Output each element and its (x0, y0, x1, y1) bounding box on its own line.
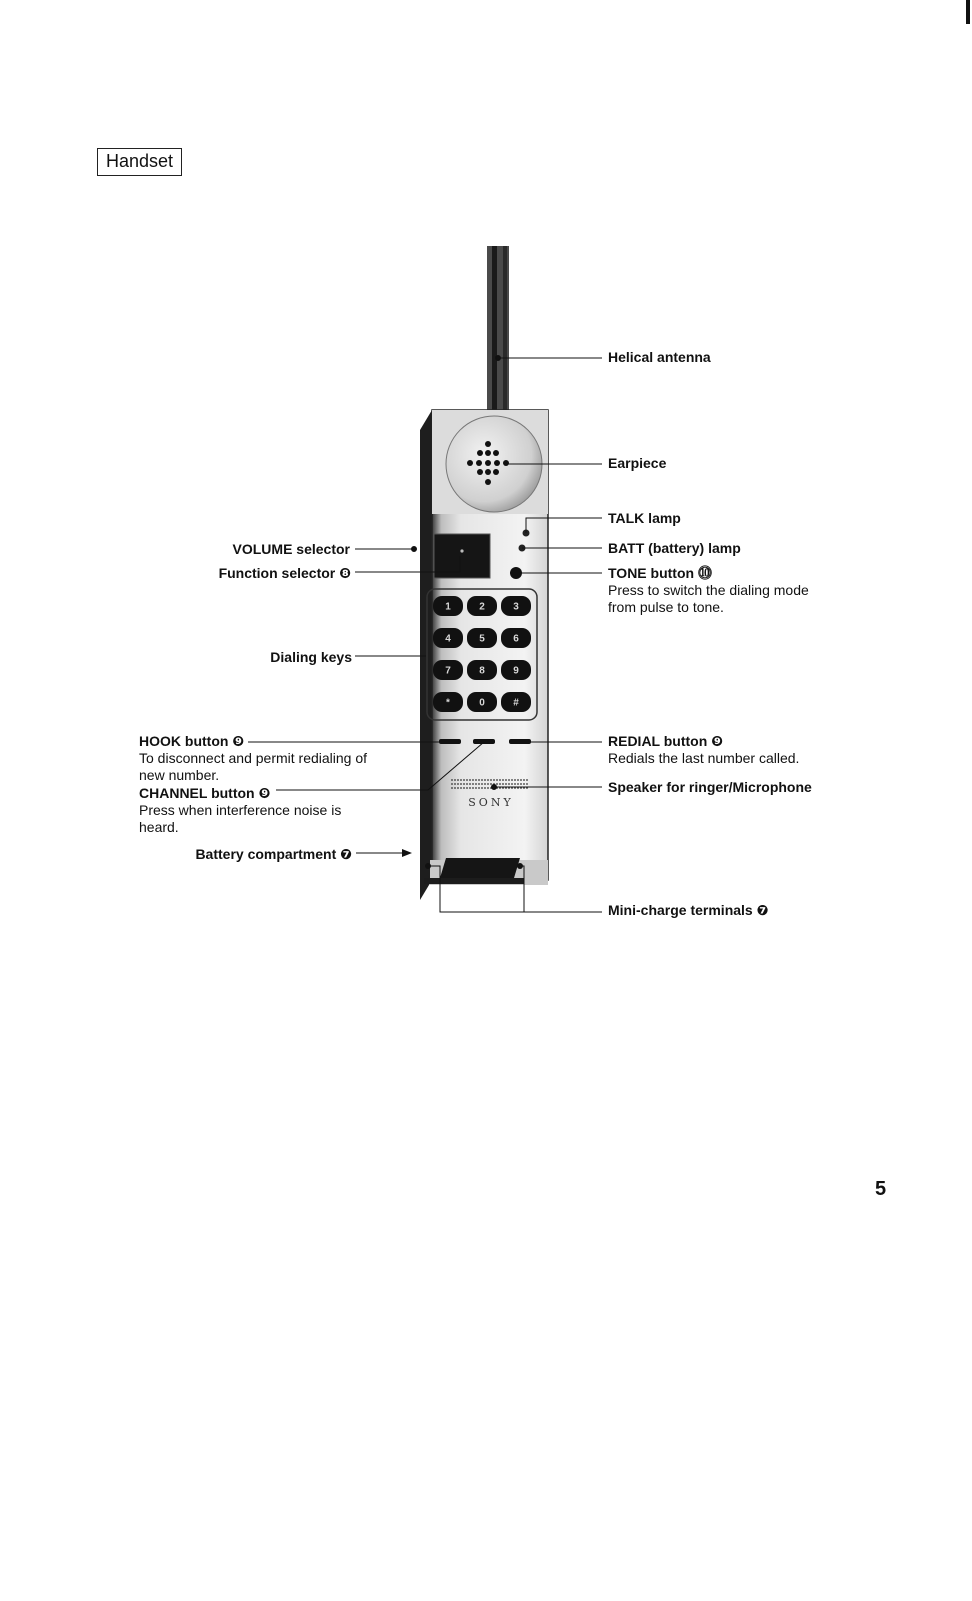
grille-hole (460, 787, 462, 789)
grille-hole (475, 779, 477, 781)
grille-hole (463, 787, 465, 789)
dial-key-label: 0 (479, 697, 485, 709)
grille-hole (457, 787, 459, 789)
grille-hole (517, 779, 519, 781)
label-hook-button: HOOK button ❾ (139, 733, 245, 749)
section-title: Handset (97, 148, 182, 176)
label-battery-compartment: Battery compartment ❼ (195, 846, 352, 862)
grille-hole (481, 779, 483, 781)
grille-hole (481, 787, 483, 789)
label-channel-button: CHANNEL button ❾ (139, 785, 271, 801)
grille-hole (481, 783, 483, 785)
desc-tone-button: Press to switch the dialing mode from pulse to tone. (608, 582, 809, 615)
dial-key-label: 8 (479, 665, 485, 677)
label-volume-selector: VOLUME selector (232, 541, 350, 557)
grille-hole (490, 779, 492, 781)
grille-hole (505, 783, 507, 785)
label-speaker: Speaker for ringer/Microphone (608, 779, 812, 795)
dial-key-label: 5 (479, 633, 485, 645)
dial-key-label: 3 (513, 601, 519, 613)
grille-hole (475, 783, 477, 785)
dial-key-label: 1 (445, 601, 451, 613)
dial-key-5[interactable] (467, 628, 497, 648)
label-batt-lamp: BATT (battery) lamp (608, 540, 741, 556)
grille-hole (487, 783, 489, 785)
grille-hole (508, 783, 510, 785)
page-number: 5 (875, 1178, 887, 1200)
grille-hole (493, 779, 495, 781)
grille-hole (457, 779, 459, 781)
label-dialing-keys: Dialing keys (270, 649, 352, 665)
dial-key-#[interactable] (501, 692, 531, 712)
dial-key-0[interactable] (467, 692, 497, 712)
helical-antenna (487, 246, 509, 414)
dial-key-1[interactable] (433, 596, 463, 616)
grille-hole (484, 787, 486, 789)
grille-hole (460, 783, 462, 785)
grille-hole (505, 779, 507, 781)
grille-hole (469, 787, 471, 789)
grille-hole (478, 787, 480, 789)
grille-hole (511, 783, 513, 785)
brand-logo: SONY (468, 796, 514, 809)
earpiece (432, 410, 548, 514)
dial-key-label: * (446, 697, 450, 709)
grille-hole (502, 783, 504, 785)
dial-key-label: 6 (513, 633, 519, 645)
label-helical-antenna: Helical antenna (608, 349, 711, 365)
grille-hole (463, 779, 465, 781)
grille-hole (526, 783, 528, 785)
dial-key-6[interactable] (501, 628, 531, 648)
label-mini-charge: Mini-charge terminals ❼ (608, 902, 769, 918)
grille-hole (475, 787, 477, 789)
grille-hole (451, 783, 453, 785)
grille-hole (478, 779, 480, 781)
grille-hole (523, 779, 525, 781)
dial-key-*[interactable] (433, 692, 463, 712)
grille-hole (487, 787, 489, 789)
grille-hole (454, 783, 456, 785)
dial-key-label: 9 (513, 665, 519, 677)
grille-hole (451, 787, 453, 789)
grille-hole (514, 779, 516, 781)
dial-key-4[interactable] (433, 628, 463, 648)
grille-hole (469, 779, 471, 781)
grille-hole (484, 779, 486, 781)
grille-hole (499, 779, 501, 781)
grille-hole (484, 783, 486, 785)
grille-hole (466, 783, 468, 785)
label-earpiece: Earpiece (608, 455, 667, 471)
dial-key-2[interactable] (467, 596, 497, 616)
grille-hole (466, 779, 468, 781)
grille-hole (472, 787, 474, 789)
grille-hole (478, 783, 480, 785)
grille-hole (451, 779, 453, 781)
grille-hole (472, 783, 474, 785)
battery-arrow (402, 849, 412, 857)
grille-hole (460, 779, 462, 781)
grille-hole (514, 783, 516, 785)
grille-hole (490, 783, 492, 785)
channel-button[interactable] (473, 739, 495, 744)
grille-hole (508, 779, 510, 781)
grille-hole (523, 783, 525, 785)
dial-key-label: 4 (445, 633, 451, 645)
grille-hole (472, 779, 474, 781)
handset-side (420, 410, 432, 900)
dial-key-label: 7 (445, 665, 451, 677)
dial-key-9[interactable] (501, 660, 531, 680)
desc-hook-button: To disconnect and permit redialing of new number. (139, 750, 368, 783)
grille-hole (454, 787, 456, 789)
grille-hole (502, 779, 504, 781)
desc-redial-button: Redials the last number called. (608, 750, 800, 766)
grille-hole (520, 783, 522, 785)
control-buttons-row (439, 739, 531, 744)
grille-hole (520, 779, 522, 781)
label-function-selector: Function selector ❽ (218, 565, 351, 581)
grille-hole (517, 783, 519, 785)
dial-key-3[interactable] (501, 596, 531, 616)
grille-hole (511, 779, 513, 781)
dial-key-8[interactable] (467, 660, 497, 680)
dial-key-label: # (513, 697, 519, 709)
label-tone-button: TONE button ⓾ (608, 565, 712, 581)
grille-hole (463, 783, 465, 785)
grille-hole (496, 783, 498, 785)
desc-channel-button: Press when interference noise is heard. (139, 802, 342, 835)
grille-hole (457, 783, 459, 785)
grille-hole (469, 783, 471, 785)
display-window (434, 534, 490, 578)
label-redial-button: REDIAL button ❾ (608, 733, 724, 749)
dial-key-label: 2 (479, 601, 485, 613)
grille-hole (499, 783, 501, 785)
grille-hole (454, 779, 456, 781)
grille-hole (526, 779, 528, 781)
charge-base (424, 858, 548, 885)
grille-hole (466, 787, 468, 789)
grille-hole (496, 779, 498, 781)
dial-key-7[interactable] (433, 660, 463, 680)
label-talk-lamp: TALK lamp (608, 510, 681, 526)
grille-hole (487, 779, 489, 781)
